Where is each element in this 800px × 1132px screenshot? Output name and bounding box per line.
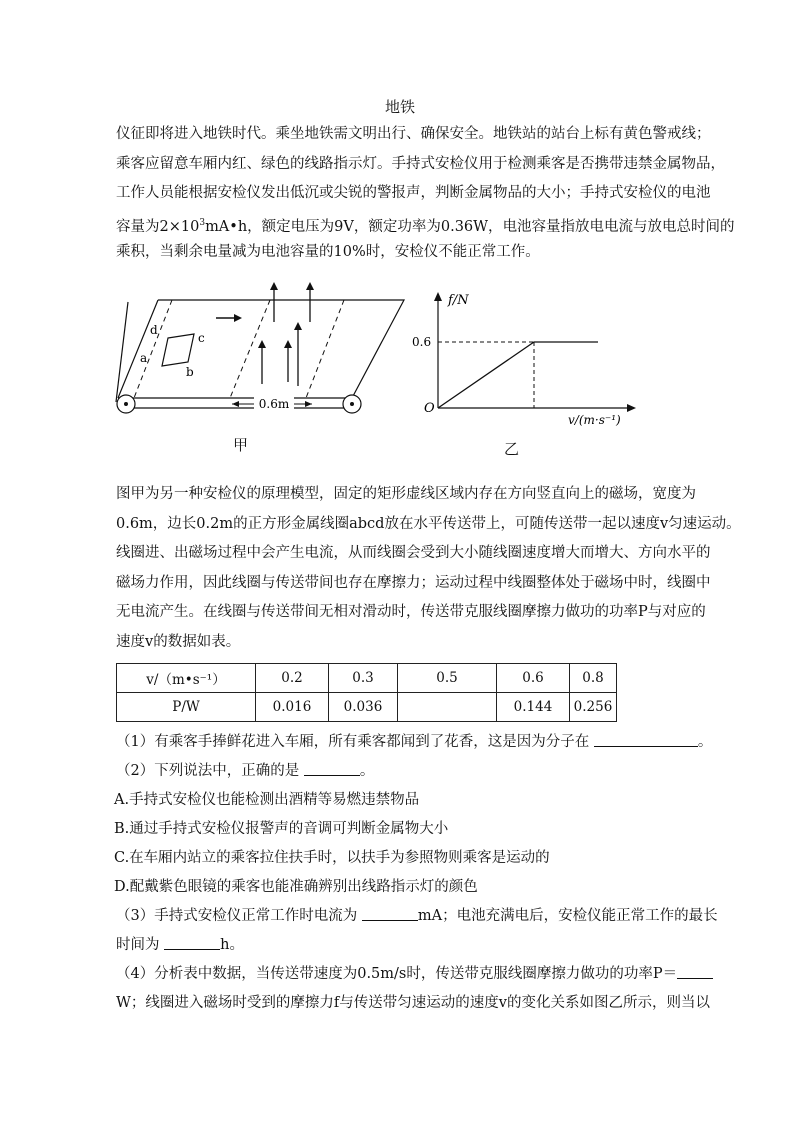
intro-line-1: 仪征即将进入地铁时代。乘坐地铁需文明出行、确保安全。地铁站的站台上标有黄色警戒线； bbox=[116, 126, 711, 142]
belt-motion-arrow bbox=[216, 314, 242, 322]
option-a: A.手持式安检仪也能检测出酒精等易燃违禁物品 bbox=[114, 792, 420, 808]
option-c: C.在车厢内站立的乘客拉住扶手时，以扶手为参照物则乘客是运动的 bbox=[114, 850, 550, 866]
question-4-line-1 bbox=[116, 960, 716, 989]
table-cell: 0.5 bbox=[398, 664, 497, 693]
table-cell-empty bbox=[398, 693, 497, 722]
question-2-text: （2）下列说法中，正确的是 bbox=[116, 763, 300, 779]
body-line-3: 线圈进、出磁场过程中会产生电流，从而线圈会受到大小随线圈速度增大而增大、方向水平的 bbox=[116, 545, 711, 561]
conveyor-belt bbox=[116, 300, 404, 408]
intro-line-4-end: 电池容量指放电电流与放电总时间的 bbox=[502, 218, 735, 235]
table-header-velocity: v/（m•s⁻¹） bbox=[117, 664, 256, 693]
intro-line-4-prefix: 容量为2×10 bbox=[116, 218, 200, 235]
power-velocity-table bbox=[116, 663, 617, 722]
body-line-5: 无电流产生。在线圈与传送带间无相对滑动时，传送带克服线圈摩擦力做功的功率P与对应的 bbox=[116, 604, 706, 620]
table-cell: 0.036 bbox=[329, 693, 398, 722]
table-cell: 0.256 bbox=[570, 693, 617, 722]
intro-paragraph bbox=[116, 120, 735, 268]
coil-abcd bbox=[162, 334, 194, 366]
chart-origin-label: O bbox=[424, 401, 435, 416]
table-row bbox=[117, 664, 617, 693]
question-1 bbox=[116, 728, 716, 757]
question-1-end: 。 bbox=[697, 734, 713, 750]
body-line-6: 速度v的数据如表。 bbox=[116, 633, 241, 650]
question-2-answer-blank[interactable] bbox=[304, 761, 360, 776]
intro-line-3: 工作人员能根据安检仪发出低沉或尖锐的警报声，判断金属物品的大小；手持式安检仪的电池 bbox=[116, 185, 711, 201]
table-cell: 0.8 bbox=[570, 664, 617, 693]
question-3-text: （3）手持式安检仪正常工作时电流为 bbox=[116, 908, 358, 924]
option-d: D.配戴紫色眼镜的乘客也能准确辨别出线路指示灯的颜色 bbox=[114, 879, 478, 895]
questions-section bbox=[116, 728, 716, 1018]
body-line-4: 磁场力作用，因此线圈与传送带间也存在摩擦力；运动过程中线圈整体处于磁场中时，线圈中 bbox=[116, 574, 711, 591]
option-b: B.通过手持式安检仪报警声的音调可判断金属物大小 bbox=[114, 821, 449, 837]
figure-yi-caption: 乙 bbox=[504, 440, 520, 458]
figure-conveyor-diagram bbox=[112, 280, 412, 420]
coil-label-b: b bbox=[186, 365, 194, 379]
intro-line-2: 乘客应留意车厢内红、绿色的线路指示灯。手持式安检仪用于检测乘客是否携带违禁金属物品， bbox=[116, 155, 725, 172]
question-2 bbox=[116, 757, 716, 786]
intro-line-4-suffix: mA•h，额定电压为9V，额定功率为0.36W， bbox=[205, 218, 503, 235]
question-4-power-blank[interactable] bbox=[677, 964, 713, 979]
body-paragraph bbox=[116, 480, 741, 657]
table-header-power: P/W bbox=[117, 693, 256, 722]
magnetic-field-arrows bbox=[258, 282, 314, 386]
page-title: 地铁 bbox=[384, 98, 415, 116]
x-axis-arrow-icon bbox=[627, 404, 636, 412]
y-tick-label: 0.6 bbox=[412, 335, 432, 349]
intro-line-4 bbox=[116, 209, 735, 239]
table-row bbox=[117, 693, 617, 722]
y-axis-arrow-icon bbox=[434, 292, 442, 301]
question-4-text: （4）分析表中数据，当传送带速度为0.5m/s时，传送带克服线圈摩擦力做功的功率P＝ bbox=[116, 966, 678, 982]
question-3-text-2: mA；电池充满电后，安检仪能正常工作的最长 bbox=[417, 908, 718, 924]
question-3-current-blank[interactable] bbox=[362, 906, 418, 921]
field-width-label: 0.6m bbox=[258, 397, 290, 411]
intro-line-4-sup: 3 bbox=[199, 217, 206, 228]
body-line-2: 0.6m，边长0.2m的正方形金属线圈abcd放在水平传送带上，可随传送带一起以速度v匀速运动。 bbox=[116, 515, 741, 532]
question-3-end: h。 bbox=[220, 937, 244, 953]
question-1-answer-blank[interactable] bbox=[594, 732, 698, 747]
question-3-time-blank[interactable] bbox=[164, 935, 220, 950]
table-cell: 0.2 bbox=[256, 664, 329, 693]
y-axis-label: f/N bbox=[448, 293, 469, 308]
conveyor-roller-left bbox=[117, 395, 135, 413]
coil-label-c: c bbox=[198, 331, 205, 345]
table-cell: 0.016 bbox=[256, 693, 329, 722]
body-line-1: 图甲为另一种安检仪的原理模型，固定的矩形虚线区域内存在方向竖直向上的磁场，宽度为 bbox=[116, 486, 696, 502]
figure-jia-caption: 甲 bbox=[233, 436, 249, 454]
intro-line-5: 乘积，当剩余电量减为电池容量的10%时，安检仪不能正常工作。 bbox=[116, 244, 540, 260]
question-3-text-3: 时间为 bbox=[116, 937, 160, 953]
coil-label-d: d bbox=[150, 323, 158, 337]
table-cell: 0.6 bbox=[497, 664, 570, 693]
table-cell: 0.3 bbox=[329, 664, 398, 693]
series-line-f-v bbox=[438, 342, 598, 408]
question-3-line-2 bbox=[116, 931, 716, 960]
question-1-text: （1）有乘客手捧鲜花进入车厢，所有乘客都闻到了花香，这是因为分子在 bbox=[116, 734, 590, 750]
question-3-line-1 bbox=[116, 902, 716, 931]
conveyor-roller-right bbox=[343, 395, 361, 413]
table-cell: 0.144 bbox=[497, 693, 570, 722]
coil-label-a: a bbox=[140, 351, 148, 365]
question-2-end: 。 bbox=[359, 763, 375, 779]
question-4-line-2: W；线圈进入磁场时受到的摩擦力f与传送带匀速运动的速度v的变化关系如图乙所示，则当以 bbox=[116, 995, 710, 1011]
figure-friction-velocity-chart bbox=[408, 286, 648, 432]
x-axis-label: v/(m·s⁻¹) bbox=[568, 413, 621, 427]
